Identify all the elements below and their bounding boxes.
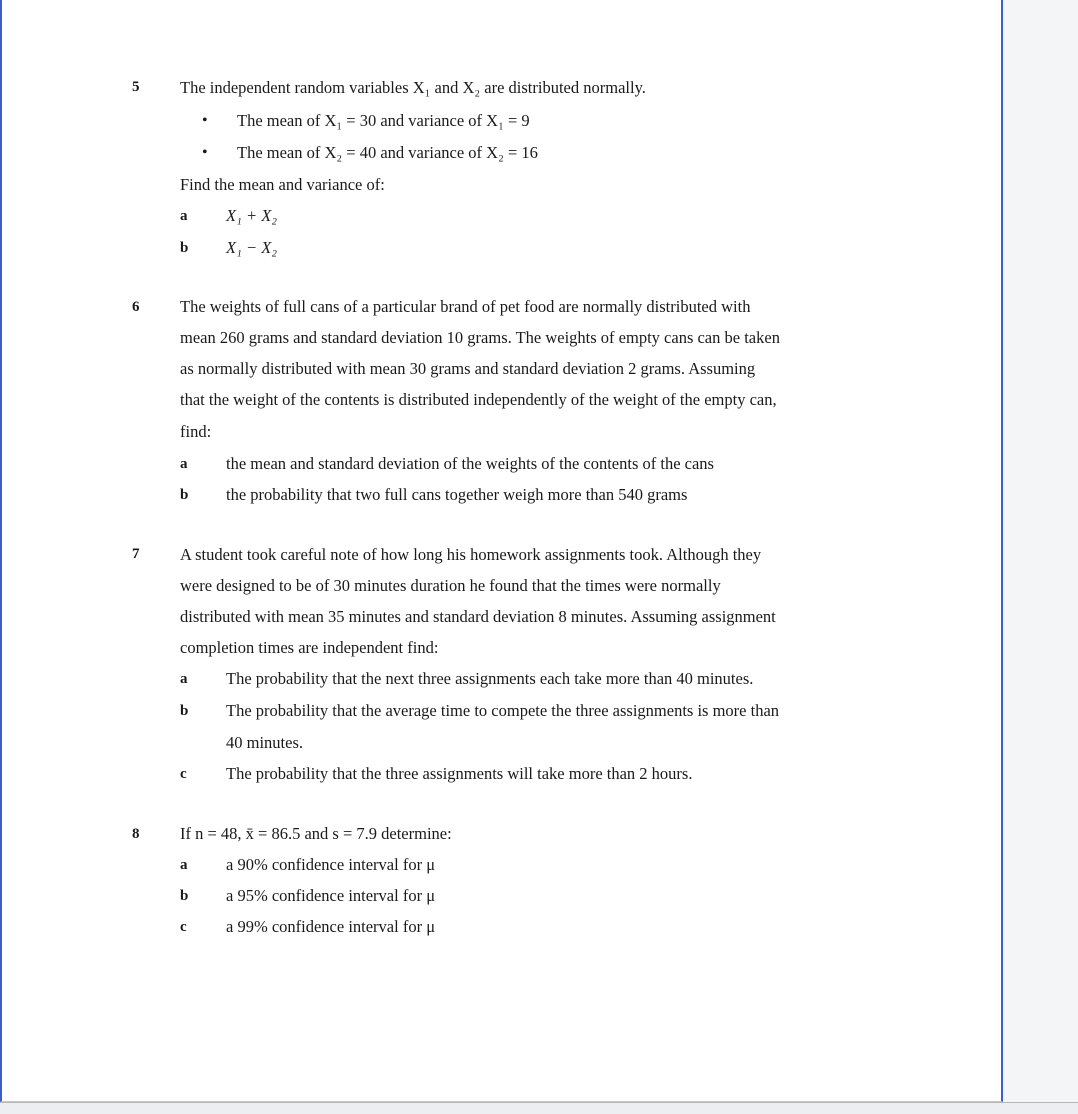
part-text: X₁ − X₂ [226, 238, 278, 257]
question-intro: The independent random variables X₁ and X₂ are distributed normally. [180, 78, 646, 97]
question-line: were designed to be of 30 minutes duration he found that the times were normally [180, 576, 721, 595]
bullet-item: The mean of X₂ = 40 and variance of X₂ = 16 [237, 143, 538, 162]
question-number: 8 [132, 826, 140, 842]
part-text: The probability that the three assignments will take more than 2 hours. [226, 764, 693, 783]
question-number: 7 [132, 546, 140, 562]
question-intro: If n = 48, x̄ = 86.5 and s = 7.9 determine: [180, 824, 452, 843]
part-text: The probability that the next three assignments each take more than 40 minutes. [226, 669, 754, 688]
part-label: c [180, 766, 187, 782]
part-label: a [180, 208, 188, 224]
question-line: completion times are independent find: [180, 638, 439, 657]
part-label: a [180, 857, 188, 873]
part-text: a 90% confidence interval for μ [226, 855, 436, 874]
question-line: The weights of full cans of a particular brand of pet food are normally distributed with [180, 297, 751, 316]
part-text: X₁ + X₂ [226, 206, 278, 225]
question-line: that the weight of the contents is distributed independently of the weight of the empty can, [180, 390, 777, 409]
part-label: c [180, 919, 187, 935]
part-text: the probability that two full cans together weigh more than 540 grams [226, 485, 688, 504]
question-line: mean 260 grams and standard deviation 10 grams. The weights of empty cans can be taken [180, 328, 780, 347]
question-number: 5 [132, 79, 140, 95]
question-line: distributed with mean 35 minutes and standard deviation 8 minutes. Assuming assignment [180, 607, 776, 626]
part-label: a [180, 671, 188, 687]
part-label: b [180, 487, 189, 503]
part-text: 40 minutes. [226, 733, 303, 752]
part-label: a [180, 456, 188, 472]
question-prompt: Find the mean and variance of: [180, 175, 385, 194]
part-text: the mean and standard deviation of the weights of the contents of the cans [226, 454, 714, 473]
bullet-icon: • [202, 144, 208, 161]
question-line: A student took careful note of how long his homework assignments took. Although they [180, 545, 762, 564]
part-label: b [180, 240, 189, 256]
part-text: a 99% confidence interval for μ [226, 917, 436, 936]
side-panel [1005, 0, 1078, 1102]
part-text: a 95% confidence interval for μ [226, 886, 436, 905]
bullet-icon: • [202, 112, 208, 129]
question-number: 6 [132, 299, 140, 315]
part-label: b [180, 703, 189, 719]
part-label: b [180, 888, 189, 904]
bullet-item: The mean of X₁ = 30 and variance of X₁ = 9 [237, 111, 530, 130]
question-line: find: [180, 422, 212, 441]
part-text: The probability that the average time to compete the three assignments is more than [226, 701, 780, 720]
question-line: as normally distributed with mean 30 grams and standard deviation 2 grams. Assuming [180, 359, 756, 378]
bottom-scroll-area [0, 1102, 1078, 1114]
